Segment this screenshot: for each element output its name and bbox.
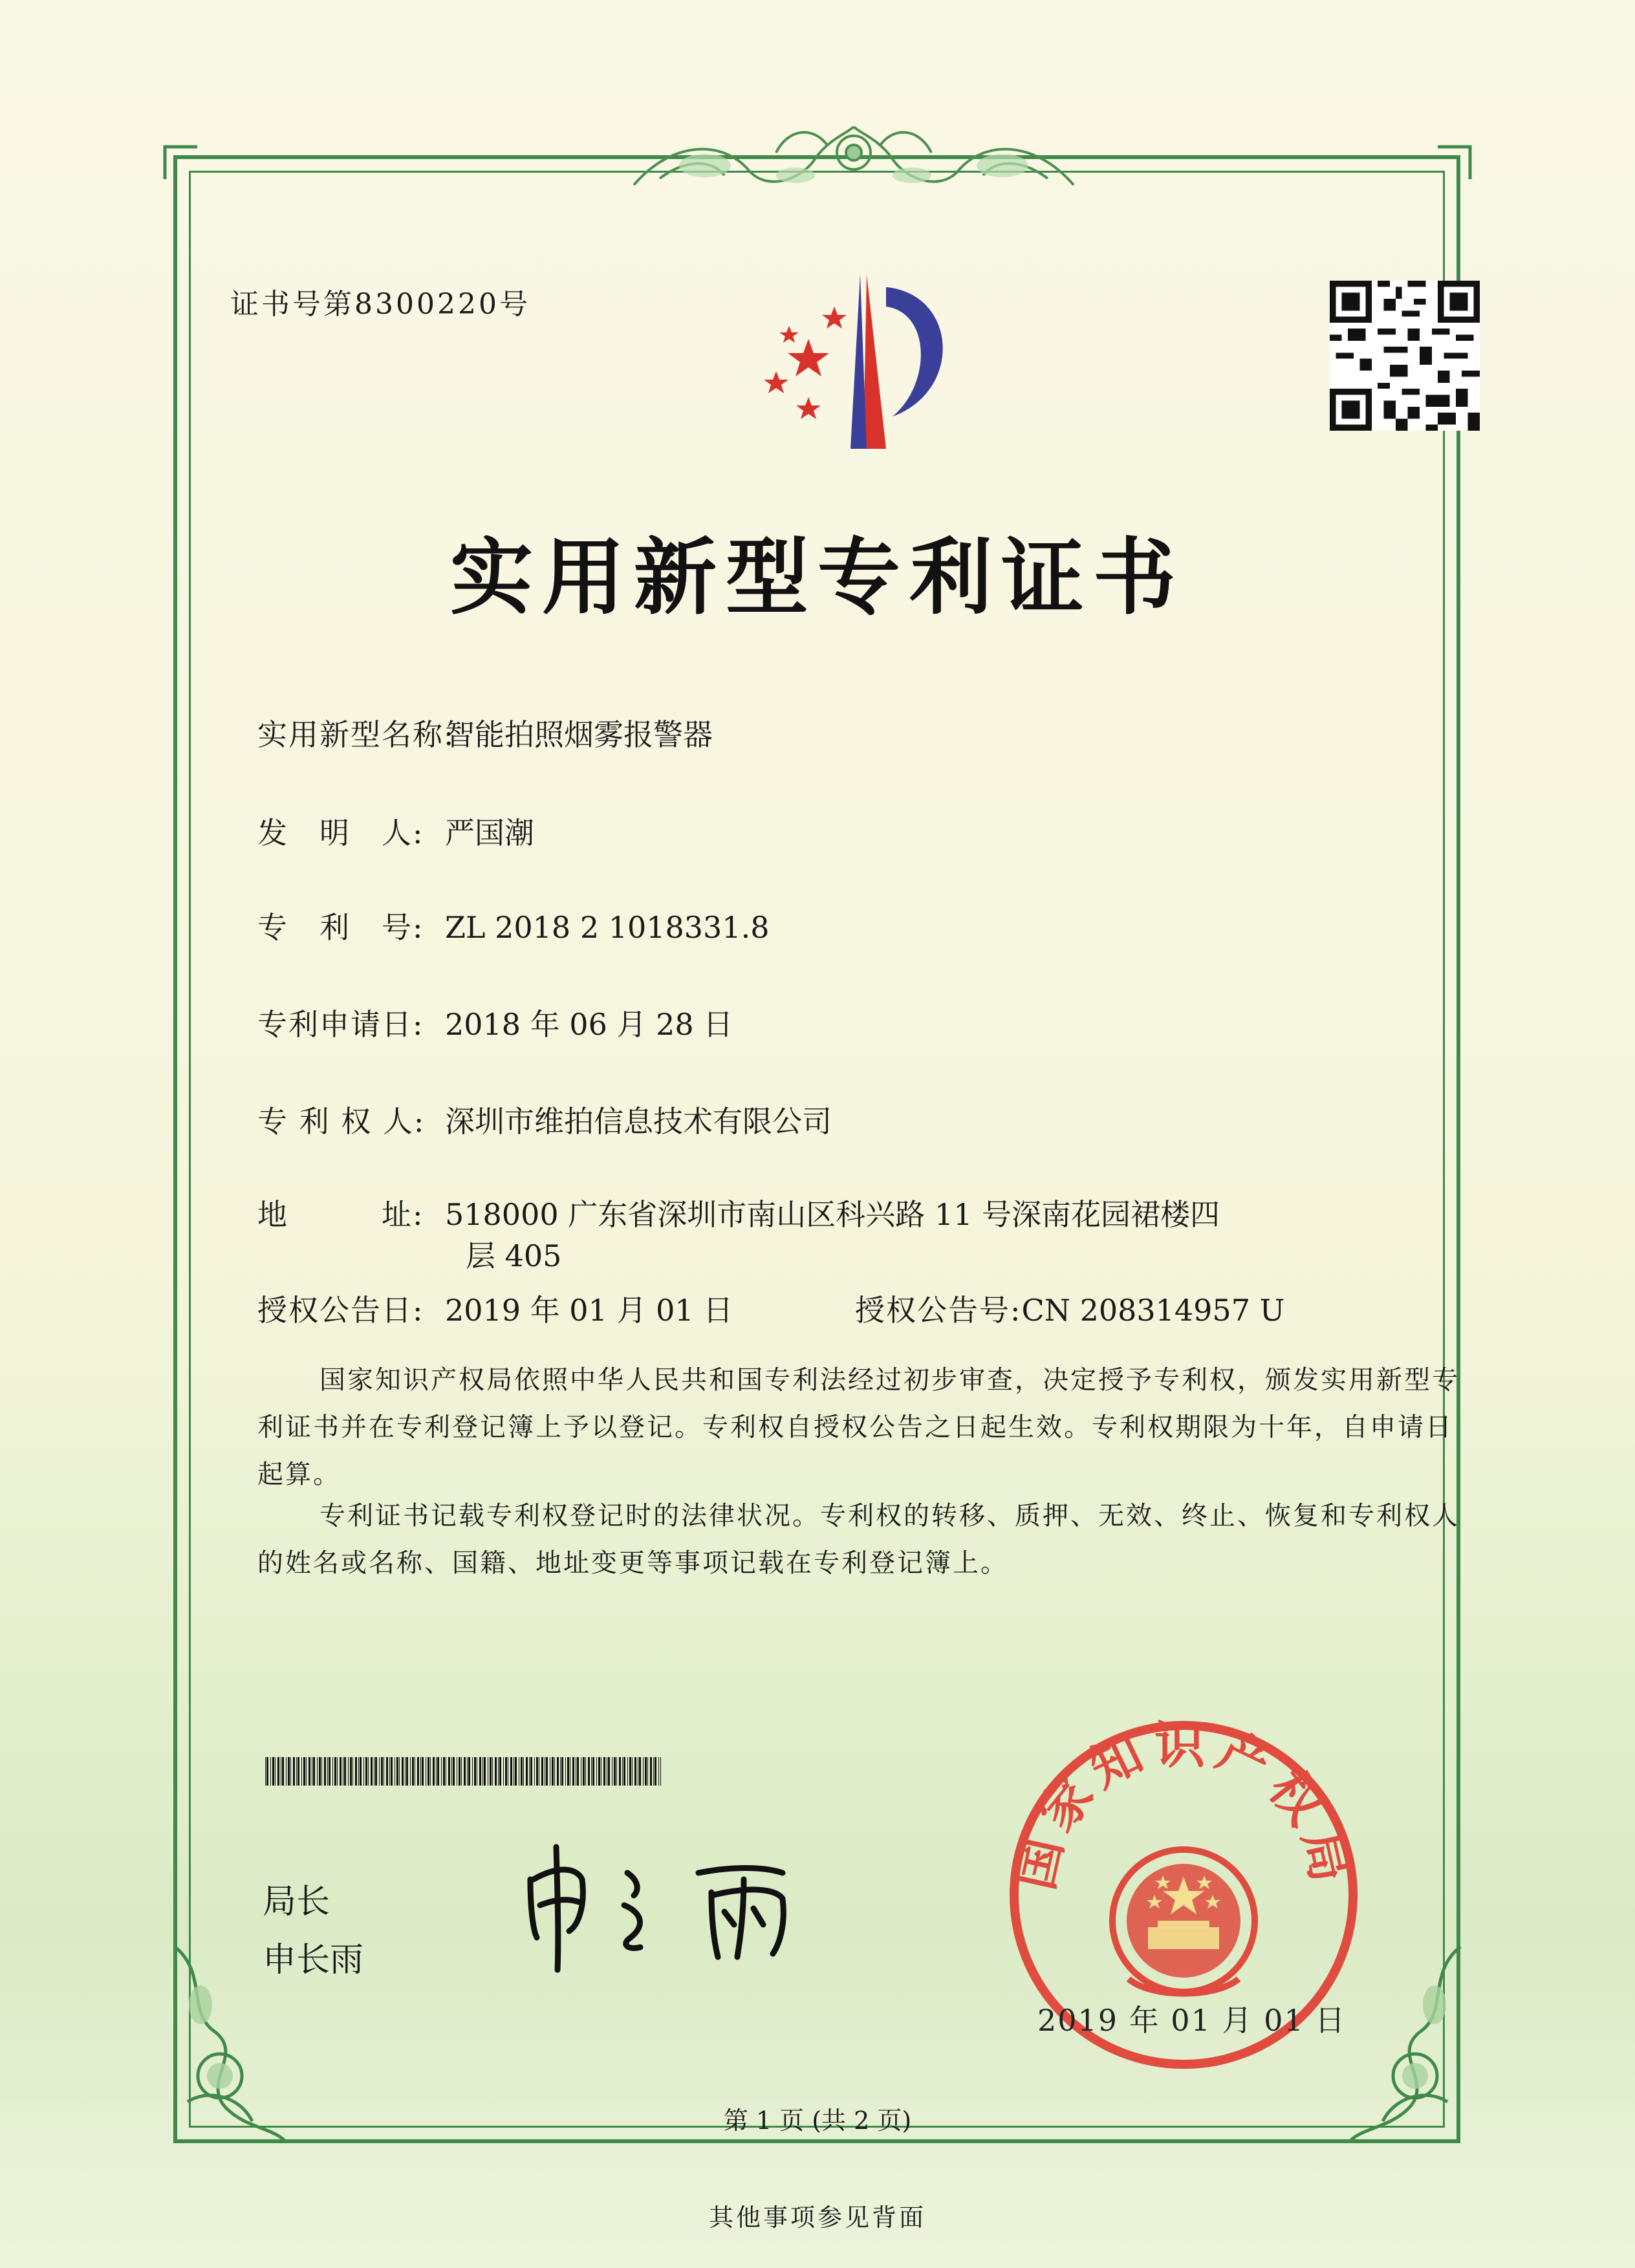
field-label: 实用新型名称: [257, 717, 455, 752]
certificate-number: 证书号第8300220号 [230, 288, 530, 321]
seal-date: 2019 年 01 月 01 日 [1037, 2003, 1347, 2038]
field-address-continued: 层 405 [466, 1238, 562, 1273]
field-value: 2019 年 01 月 01 日 [445, 1293, 733, 1328]
seal-text: 国家知识产权局 [1006, 1716, 1361, 1895]
barcode-icon [265, 1757, 661, 1786]
field-label: 授权公告号: [855, 1293, 1022, 1328]
corner-ornament-icon [162, 144, 200, 182]
field-inventor [257, 810, 534, 852]
field-utility-model-name [257, 711, 713, 754]
cnipa-logo-icon [737, 261, 983, 455]
signatory-name: 申长雨 [263, 1941, 364, 1980]
field-patent-number [257, 904, 769, 947]
field-address [257, 1191, 1220, 1234]
field-label: 专 利 号: [257, 910, 424, 945]
field-patentee [257, 1098, 832, 1141]
field-value: 518000 广东省深圳市南山区科兴路 11 号深南花园裙楼四 [445, 1197, 1220, 1232]
top-ornament-icon [621, 114, 1087, 198]
national-emblem-icon [1112, 1850, 1255, 1994]
statement-paragraph-2: 专利证书记载专利权登记时的法律状况。专利权的转移、质押、无效、终止、恢复和专利权人的姓名或名称、国籍、地址变更等事项记载在专利登记簿上。 [257, 1501, 1460, 1578]
field-value: CN 208314957 U [1021, 1293, 1285, 1328]
field-label: 地 址: [257, 1197, 424, 1232]
qr-code-icon [1330, 281, 1480, 431]
handwritten-signature [517, 1834, 854, 1976]
field-label: 专利申请日: [257, 1007, 424, 1042]
field-value: 2018 年 06 月 28 日 [445, 1007, 733, 1042]
back-note: 其他事项参见背面 [708, 2203, 926, 2232]
field-value: 智能拍照烟雾报警器 [445, 717, 713, 752]
field-filing-date [257, 1001, 733, 1044]
field-label: 专 利 权 人: [257, 1104, 426, 1139]
statement-paragraph-1: 国家知识产权局依照中华人民共和国专利法经过初步审查，决定授予专利权，颁发实用新型专利证书并在专利登记簿上予以登记。专利权自授权公告之日起生效。专利权期限为十年，自申请日起算。 [257, 1365, 1460, 1489]
field-label: 发 明 人: [257, 815, 424, 850]
page-number: 第 1 页 (共 2 页) [723, 2106, 912, 2135]
field-value: 深圳市维拍信息技术有限公司 [445, 1104, 832, 1139]
signatory-title: 局长 [263, 1883, 330, 1921]
field-value: 严国潮 [445, 815, 534, 850]
field-label: 授权公告日: [257, 1293, 424, 1328]
field-grant-number [855, 1287, 1284, 1330]
corner-ornament-icon [1435, 144, 1473, 182]
field-grant-date [257, 1287, 733, 1330]
field-value: ZL 2018 2 1018331.8 [445, 910, 770, 945]
certificate-title: 实用新型专利证书 [449, 530, 1185, 626]
